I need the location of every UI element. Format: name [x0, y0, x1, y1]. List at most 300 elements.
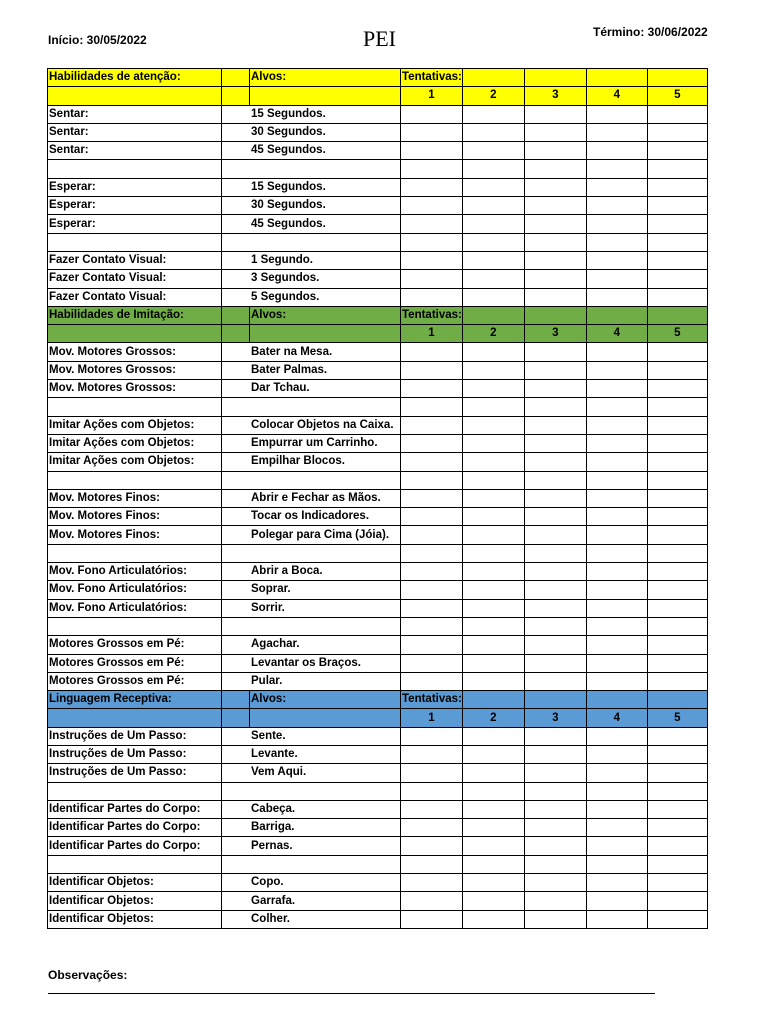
attempt-cell[interactable] — [462, 380, 524, 398]
attempt-cell[interactable] — [401, 819, 463, 837]
attempt-cell[interactable] — [462, 910, 524, 928]
attempt-cell[interactable] — [524, 581, 586, 599]
attempt-cell[interactable] — [586, 142, 647, 160]
attempt-cell[interactable] — [524, 563, 586, 581]
skill-row — [48, 526, 708, 544]
attempt-cell[interactable] — [401, 142, 463, 160]
attempt-cell[interactable] — [586, 343, 647, 361]
skill-target: Colocar Objetos na Caixa. — [222, 416, 401, 434]
attempt-cell[interactable] — [524, 123, 586, 141]
attempt-cell[interactable] — [647, 416, 707, 434]
attempt-cell[interactable] — [586, 544, 647, 562]
skill-name: Mov. Motores Finos: — [48, 526, 222, 544]
attempt-cell[interactable] — [586, 782, 647, 800]
attempt-cell[interactable] — [586, 508, 647, 526]
attempt-cell[interactable] — [586, 764, 647, 782]
skill-target: 15 Segundos. — [222, 178, 401, 196]
attempt-cell[interactable] — [647, 910, 707, 928]
attempt-cell[interactable] — [401, 471, 463, 489]
attempt-cell[interactable] — [524, 544, 586, 562]
attempt-cell[interactable] — [462, 544, 524, 562]
attempt-cell[interactable] — [586, 398, 647, 416]
attempt-numbers-row — [48, 87, 708, 105]
skill-row — [48, 800, 708, 818]
attempt-cell[interactable] — [401, 288, 463, 306]
skill-name: Esperar: — [48, 178, 222, 196]
skill-row — [48, 142, 708, 160]
skill-target: Barriga. — [222, 819, 401, 837]
attempt-cell[interactable] — [401, 105, 463, 123]
section-title: Linguagem Receptiva: — [48, 691, 222, 709]
attempt-cell[interactable] — [647, 727, 707, 745]
attempt-cell[interactable] — [462, 581, 524, 599]
skill-row — [48, 581, 708, 599]
attempt-cell[interactable] — [647, 489, 707, 507]
skill-row — [48, 672, 708, 690]
attempt-cell[interactable] — [647, 599, 707, 617]
attempt-cell[interactable] — [401, 197, 463, 215]
skill-target: 5 Segundos. — [222, 288, 401, 306]
attempt-cell[interactable] — [462, 672, 524, 690]
skill-target: Copo. — [222, 874, 401, 892]
attempt-cell[interactable] — [462, 123, 524, 141]
section-header-row — [48, 69, 708, 87]
attempt-cell[interactable] — [524, 782, 586, 800]
attempt-cell[interactable] — [401, 160, 463, 178]
skill-row — [48, 837, 708, 855]
attempt-cell[interactable] — [524, 489, 586, 507]
attempt-cell[interactable] — [401, 599, 463, 617]
skill-row — [48, 819, 708, 837]
attempt-cell[interactable] — [524, 910, 586, 928]
attempt-cell[interactable] — [586, 581, 647, 599]
skill-target: Agachar. — [222, 636, 401, 654]
skill-target: Vem Aqui. — [222, 764, 401, 782]
attempt-cell[interactable] — [647, 251, 707, 269]
skill-name: Esperar: — [48, 215, 222, 233]
attempt-cell[interactable] — [401, 581, 463, 599]
attempt-cell[interactable] — [462, 599, 524, 617]
attempt-cell[interactable] — [401, 617, 463, 635]
attempt-cell[interactable] — [524, 434, 586, 452]
attempt-cell[interactable] — [401, 874, 463, 892]
attempt-cell[interactable] — [401, 563, 463, 581]
attempt-cell[interactable] — [586, 727, 647, 745]
skill-name: Mov. Fono Articulatórios: — [48, 563, 222, 581]
attempt-cell[interactable] — [401, 361, 463, 379]
attempt-cell[interactable] — [586, 874, 647, 892]
attempt-cell[interactable] — [462, 764, 524, 782]
attempt-cell[interactable] — [647, 288, 707, 306]
attempt-cell[interactable] — [524, 508, 586, 526]
skill-target: Pernas. — [222, 837, 401, 855]
skill-target: Garrafa. — [222, 892, 401, 910]
attempt-cell[interactable] — [401, 508, 463, 526]
skill-row — [48, 654, 708, 672]
attempt-cell[interactable] — [462, 361, 524, 379]
attempt-cell[interactable] — [647, 654, 707, 672]
attempt-cell[interactable] — [401, 654, 463, 672]
attempt-cell[interactable] — [401, 215, 463, 233]
attempt-cell[interactable] — [586, 416, 647, 434]
skill-row — [48, 288, 708, 306]
attempt-cell[interactable] — [462, 800, 524, 818]
attempt-cell[interactable] — [462, 745, 524, 763]
attempt-cell[interactable] — [401, 343, 463, 361]
skill-row — [48, 892, 708, 910]
attempt-cell[interactable] — [586, 361, 647, 379]
attempt-cell[interactable] — [462, 617, 524, 635]
attempt-cell[interactable] — [401, 398, 463, 416]
section-title: Habilidades de Imitação: — [48, 306, 222, 324]
skill-name: Imitar Ações com Objetos: — [48, 434, 222, 452]
attempt-cell[interactable] — [647, 544, 707, 562]
attempt-cell[interactable] — [586, 251, 647, 269]
attempt-cell[interactable] — [462, 855, 524, 873]
section-header-row — [48, 306, 708, 324]
skill-row — [48, 105, 708, 123]
skill-target: Dar Tchau. — [222, 380, 401, 398]
attempt-cell[interactable] — [524, 288, 586, 306]
skill-target: Levante. — [222, 745, 401, 763]
attempt-cell[interactable] — [647, 782, 707, 800]
skill-target: 30 Segundos. — [222, 123, 401, 141]
attempt-cell[interactable] — [524, 837, 586, 855]
attempt-cell[interactable] — [647, 471, 707, 489]
attempt-numbers-row — [48, 325, 708, 343]
attempt-cell[interactable] — [401, 745, 463, 763]
attempt-cell[interactable] — [462, 636, 524, 654]
attempt-cell[interactable] — [524, 270, 586, 288]
skill-row — [48, 453, 708, 471]
skill-name: Instruções de Um Passo: — [48, 727, 222, 745]
attempt-cell[interactable] — [586, 892, 647, 910]
attempt-cell[interactable] — [401, 636, 463, 654]
attempt-cell[interactable] — [647, 892, 707, 910]
section-title: Habilidades de atenção: — [48, 69, 222, 87]
attempt-cell[interactable] — [586, 819, 647, 837]
attempt-cell[interactable] — [586, 288, 647, 306]
attempt-cell[interactable] — [586, 910, 647, 928]
attempt-cell[interactable] — [524, 343, 586, 361]
attempt-number: 1 — [401, 325, 463, 343]
attempt-cell[interactable] — [524, 745, 586, 763]
attempt-cell[interactable] — [524, 892, 586, 910]
attempt-cell[interactable] — [647, 636, 707, 654]
attempt-cell[interactable] — [524, 800, 586, 818]
attempt-cell[interactable] — [462, 489, 524, 507]
attempt-cell[interactable] — [401, 434, 463, 452]
attempt-cell[interactable] — [401, 837, 463, 855]
skill-row — [48, 215, 708, 233]
attempt-cell[interactable] — [462, 727, 524, 745]
attempt-cell[interactable] — [401, 764, 463, 782]
skill-target: Bater na Mesa. — [222, 343, 401, 361]
skill-name: Sentar: — [48, 105, 222, 123]
attempt-cell[interactable] — [586, 270, 647, 288]
attempt-cell[interactable] — [524, 764, 586, 782]
attempt-number: 2 — [462, 325, 524, 343]
skill-row — [48, 380, 708, 398]
attempt-cell[interactable] — [647, 855, 707, 873]
attempt-cell[interactable] — [524, 215, 586, 233]
attempt-cell[interactable] — [647, 197, 707, 215]
skill-name: Mov. Motores Grossos: — [48, 361, 222, 379]
attempt-cell[interactable] — [524, 636, 586, 654]
attempt-cell[interactable] — [586, 800, 647, 818]
attempt-cell[interactable] — [586, 672, 647, 690]
attempt-cell[interactable] — [462, 233, 524, 251]
skill-name: Fazer Contato Visual: — [48, 288, 222, 306]
skill-target: Abrir a Boca. — [222, 563, 401, 581]
attempt-cell[interactable] — [462, 471, 524, 489]
attempt-cell[interactable] — [524, 361, 586, 379]
attempt-cell[interactable] — [401, 892, 463, 910]
skill-name: Sentar: — [48, 123, 222, 141]
attempt-cell[interactable] — [524, 672, 586, 690]
attempt-cell[interactable] — [524, 855, 586, 873]
attempt-cell[interactable] — [401, 855, 463, 873]
attempt-cell[interactable] — [647, 819, 707, 837]
skill-name: Identificar Partes do Corpo: — [48, 837, 222, 855]
attempt-cell[interactable] — [647, 398, 707, 416]
skill-name: Identificar Objetos: — [48, 874, 222, 892]
skill-row — [48, 745, 708, 763]
attempt-cell[interactable] — [401, 123, 463, 141]
attempt-cell[interactable] — [401, 526, 463, 544]
attempt-cell[interactable] — [462, 837, 524, 855]
page-title: PEI — [363, 26, 396, 51]
skill-row — [48, 251, 708, 269]
attempt-cell[interactable] — [647, 160, 707, 178]
attempt-cell[interactable] — [401, 453, 463, 471]
attempt-cell[interactable] — [586, 745, 647, 763]
attempt-cell[interactable] — [586, 215, 647, 233]
attempt-cell[interactable] — [401, 782, 463, 800]
attempt-cell[interactable] — [647, 837, 707, 855]
skill-target: Abrir e Fechar as Mãos. — [222, 489, 401, 507]
attempt-cell[interactable] — [647, 581, 707, 599]
attempt-cell[interactable] — [524, 416, 586, 434]
attempt-cell[interactable] — [524, 197, 586, 215]
attempt-cell[interactable] — [647, 745, 707, 763]
attempt-cell[interactable] — [401, 910, 463, 928]
attempt-cell[interactable] — [524, 142, 586, 160]
attempt-cell[interactable] — [586, 489, 647, 507]
attempt-cell[interactable] — [647, 508, 707, 526]
attempt-cell[interactable] — [401, 178, 463, 196]
attempt-cell[interactable] — [586, 453, 647, 471]
skill-name: Identificar Objetos: — [48, 892, 222, 910]
attempt-number: 5 — [647, 325, 707, 343]
spacer-row — [48, 617, 708, 635]
attempt-cell[interactable] — [401, 489, 463, 507]
attempt-cell[interactable] — [462, 398, 524, 416]
attempt-cell[interactable] — [586, 526, 647, 544]
skill-name: Motores Grossos em Pé: — [48, 654, 222, 672]
attempt-cell[interactable] — [647, 874, 707, 892]
attempt-cell[interactable] — [647, 380, 707, 398]
skill-row — [48, 764, 708, 782]
attempt-number: 2 — [462, 87, 524, 105]
attempt-cell[interactable] — [647, 800, 707, 818]
skill-row — [48, 874, 708, 892]
attempt-cell[interactable] — [524, 819, 586, 837]
attempt-cell[interactable] — [462, 819, 524, 837]
attempt-cell[interactable] — [462, 105, 524, 123]
attempt-cell[interactable] — [586, 636, 647, 654]
attempts-label: Tentativas: — [401, 691, 463, 709]
attempt-number: 3 — [524, 325, 586, 343]
attempt-cell[interactable] — [462, 874, 524, 892]
attempt-cell[interactable] — [586, 599, 647, 617]
attempt-cell[interactable] — [647, 215, 707, 233]
attempt-cell[interactable] — [524, 654, 586, 672]
attempt-cell[interactable] — [401, 727, 463, 745]
attempt-cell[interactable] — [524, 453, 586, 471]
skill-name: Mov. Motores Finos: — [48, 489, 222, 507]
attempt-cell[interactable] — [524, 617, 586, 635]
skill-row — [48, 910, 708, 928]
skill-target: Bater Palmas. — [222, 361, 401, 379]
targets-label: Alvos: — [250, 691, 401, 709]
targets-label: Alvos: — [250, 69, 401, 87]
attempt-cell[interactable] — [401, 672, 463, 690]
attempt-cell[interactable] — [586, 105, 647, 123]
attempt-cell[interactable] — [586, 160, 647, 178]
attempt-cell[interactable] — [647, 672, 707, 690]
attempt-cell[interactable] — [462, 343, 524, 361]
skill-row — [48, 123, 708, 141]
attempt-cell[interactable] — [462, 526, 524, 544]
skill-name: Motores Grossos em Pé: — [48, 672, 222, 690]
attempt-cell[interactable] — [586, 380, 647, 398]
attempt-cell[interactable] — [462, 563, 524, 581]
attempt-cell[interactable] — [647, 105, 707, 123]
attempt-cell[interactable] — [462, 215, 524, 233]
attempt-cell[interactable] — [524, 471, 586, 489]
attempt-cell[interactable] — [647, 526, 707, 544]
attempt-cell[interactable] — [462, 160, 524, 178]
skill-target: 3 Segundos. — [222, 270, 401, 288]
skill-target: Levantar os Braços. — [222, 654, 401, 672]
attempt-number: 4 — [586, 709, 647, 727]
attempt-cell[interactable] — [401, 800, 463, 818]
skill-name: Instruções de Um Passo: — [48, 745, 222, 763]
attempt-cell[interactable] — [462, 197, 524, 215]
attempt-cell[interactable] — [647, 361, 707, 379]
attempt-cell[interactable] — [401, 544, 463, 562]
skill-name: Imitar Ações com Objetos: — [48, 453, 222, 471]
attempt-cell[interactable] — [647, 434, 707, 452]
attempt-cell[interactable] — [524, 398, 586, 416]
skill-name: Mov. Fono Articulatórios: — [48, 581, 222, 599]
attempt-cell[interactable] — [524, 251, 586, 269]
skill-name: Esperar: — [48, 197, 222, 215]
attempt-cell[interactable] — [401, 251, 463, 269]
pei-table — [47, 68, 708, 929]
attempt-cell[interactable] — [462, 270, 524, 288]
attempt-cell[interactable] — [524, 178, 586, 196]
attempt-cell[interactable] — [586, 434, 647, 452]
attempt-cell[interactable] — [524, 874, 586, 892]
attempt-cell[interactable] — [524, 160, 586, 178]
attempt-cell[interactable] — [401, 416, 463, 434]
attempt-cell[interactable] — [586, 837, 647, 855]
attempt-cell[interactable] — [462, 782, 524, 800]
attempt-cell[interactable] — [647, 764, 707, 782]
attempt-cell[interactable] — [586, 178, 647, 196]
attempt-cell[interactable] — [524, 526, 586, 544]
attempt-cell[interactable] — [647, 123, 707, 141]
attempt-cell[interactable] — [524, 727, 586, 745]
attempt-cell[interactable] — [647, 617, 707, 635]
spacer-row — [48, 398, 708, 416]
attempt-cell[interactable] — [647, 178, 707, 196]
skill-name: Mov. Fono Articulatórios: — [48, 599, 222, 617]
attempt-cell[interactable] — [462, 453, 524, 471]
attempt-cell[interactable] — [524, 599, 586, 617]
skill-row — [48, 361, 708, 379]
attempt-cell[interactable] — [462, 178, 524, 196]
spacer-row — [48, 233, 708, 251]
attempt-cell[interactable] — [647, 453, 707, 471]
skill-target: Colher. — [222, 910, 401, 928]
attempt-cell[interactable] — [524, 380, 586, 398]
skill-target: Empurrar um Carrinho. — [222, 434, 401, 452]
attempt-cell[interactable] — [586, 855, 647, 873]
attempt-cell[interactable] — [401, 270, 463, 288]
attempt-cell[interactable] — [462, 654, 524, 672]
skill-row — [48, 178, 708, 196]
skill-target: Pular. — [222, 672, 401, 690]
skill-row — [48, 434, 708, 452]
attempt-cell[interactable] — [647, 343, 707, 361]
attempt-cell[interactable] — [586, 563, 647, 581]
skill-target: Empilhar Blocos. — [222, 453, 401, 471]
attempt-cell[interactable] — [462, 434, 524, 452]
attempt-cell[interactable] — [524, 105, 586, 123]
skill-target: 45 Segundos. — [222, 215, 401, 233]
skill-target: 15 Segundos. — [222, 105, 401, 123]
attempt-cell[interactable] — [462, 416, 524, 434]
attempt-cell[interactable] — [462, 288, 524, 306]
attempt-cell[interactable] — [586, 617, 647, 635]
attempt-cell[interactable] — [586, 471, 647, 489]
attempt-cell[interactable] — [401, 380, 463, 398]
attempt-cell[interactable] — [586, 654, 647, 672]
skill-row — [48, 197, 708, 215]
attempt-cell[interactable] — [586, 233, 647, 251]
attempt-cell[interactable] — [462, 142, 524, 160]
attempt-cell[interactable] — [524, 233, 586, 251]
attempt-cell[interactable] — [462, 508, 524, 526]
attempt-cell[interactable] — [462, 892, 524, 910]
attempt-cell[interactable] — [586, 197, 647, 215]
skill-name: Imitar Ações com Objetos: — [48, 416, 222, 434]
skill-name: Motores Grossos em Pé: — [48, 636, 222, 654]
attempt-cell[interactable] — [586, 123, 647, 141]
attempt-number: 3 — [524, 709, 586, 727]
spacer-row — [48, 544, 708, 562]
attempt-cell[interactable] — [401, 233, 463, 251]
attempt-cell[interactable] — [462, 251, 524, 269]
spacer-row — [48, 782, 708, 800]
attempt-cell[interactable] — [647, 270, 707, 288]
attempt-cell[interactable] — [647, 563, 707, 581]
attempt-cell[interactable] — [647, 233, 707, 251]
attempt-cell[interactable] — [647, 142, 707, 160]
